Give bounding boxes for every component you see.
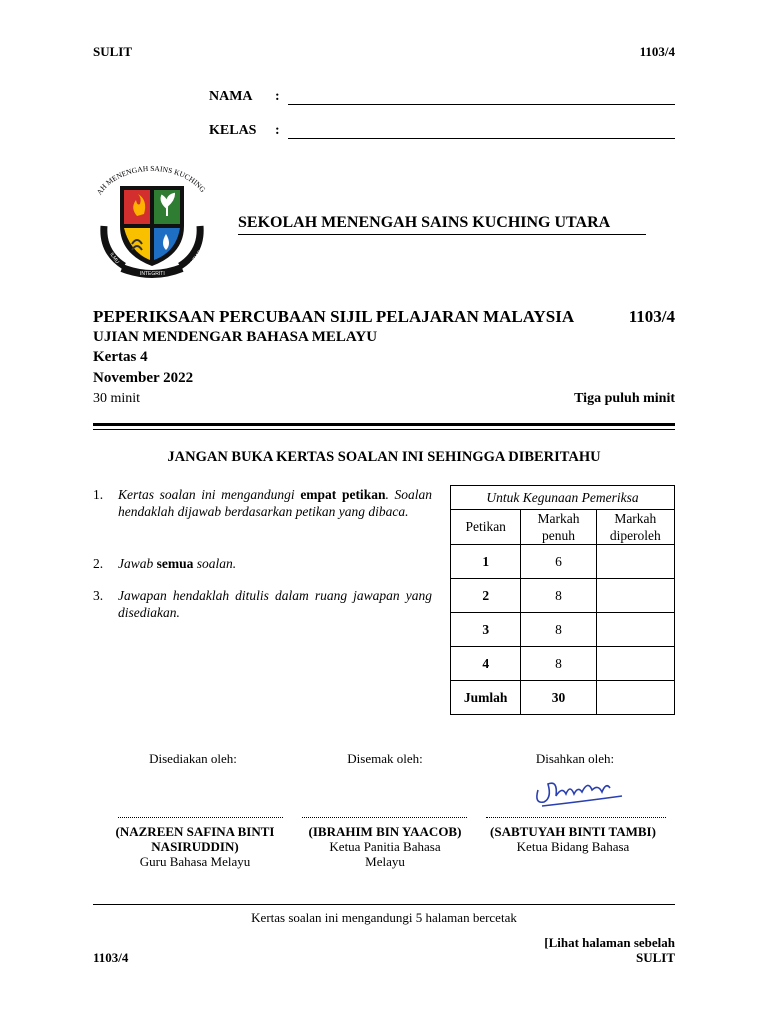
marks-obtained-cell[interactable] xyxy=(596,579,674,613)
marks-obtained-cell[interactable] xyxy=(596,613,674,647)
approved-by-signature-line xyxy=(486,817,666,818)
class-input-line[interactable] xyxy=(288,138,675,139)
header-left: SULIT xyxy=(93,44,133,59)
name-colon: : xyxy=(275,89,280,104)
checked-by-title: Ketua Panitia Bahasa Melayu xyxy=(329,839,441,869)
table-header-markah-diperoleh: Markah diperoleh xyxy=(596,510,674,545)
next-page-note: [Lihat halaman sebelah xyxy=(544,935,675,950)
table-row: 1 6 xyxy=(451,545,675,579)
footer-left: 1103/4 xyxy=(93,950,129,965)
exam-code: 1103/4 xyxy=(628,307,675,326)
exam-date: November 2022 xyxy=(93,370,194,386)
marks-obtained-cell[interactable] xyxy=(596,681,674,715)
school-name-underline xyxy=(238,234,646,235)
crest-arc-text: AH MENENGAH SAINS KUCHING xyxy=(94,163,208,197)
prepared-by-title: Guru Bahasa Melayu xyxy=(139,854,251,869)
footer-right: SULIT xyxy=(635,950,675,965)
exam-subject: UJIAN MENDENGAR BAHASA MELAYU xyxy=(93,329,378,345)
exam-title: PEPERIKSAAN PERCUBAAN SIJIL PELAJARAN MALAYSIA xyxy=(93,307,575,326)
prepared-by-signature-line xyxy=(118,817,283,818)
header-right: 1103/4 xyxy=(639,44,675,59)
class-label: KELAS xyxy=(209,123,257,138)
pages-note: Kertas soalan ini mengandungi 5 halaman bercetak xyxy=(251,910,517,925)
prepared-by-name: (NAZREEN SAFINA BINTI NASIRUDDIN) xyxy=(115,824,275,854)
footer-rule xyxy=(93,904,675,905)
checked-by-label: Disemak oleh: xyxy=(347,751,423,766)
name-label: NAMA xyxy=(209,89,253,104)
examiner-marks-table xyxy=(450,485,675,715)
do-not-open-notice: JANGAN BUKA KERTAS SOALAN INI SEHINGGA DIBERITAHU xyxy=(167,449,601,465)
marks-obtained-cell[interactable] xyxy=(596,545,674,579)
divider-thick xyxy=(93,423,675,426)
school-crest-logo xyxy=(90,156,214,280)
table-row: 3 8 xyxy=(451,613,675,647)
table-caption: Untuk Kegunaan Pemeriksa xyxy=(451,486,675,510)
table-row: Jumlah 30 xyxy=(451,681,675,715)
exam-duration-words: Tiga puluh minit xyxy=(574,391,675,406)
approved-by-title: Ketua Bidang Bahasa xyxy=(516,839,630,854)
crest-ribbon-left: ILMU xyxy=(108,251,121,265)
exam-paper: Kertas 4 xyxy=(93,349,148,365)
crest-ribbon-right: IKTIAS xyxy=(189,249,204,267)
approved-by-label: Disahkan oleh: xyxy=(535,751,615,766)
signature-scribble xyxy=(528,772,628,812)
table-header-petikan: Petikan xyxy=(451,510,521,545)
class-colon: : xyxy=(275,123,280,138)
approved-by-name: (SABTUYAH BINTI TAMBI) xyxy=(490,824,656,839)
school-name: SEKOLAH MENENGAH SAINS KUCHING UTARA xyxy=(238,214,611,231)
table-row: 2 8 xyxy=(451,579,675,613)
marks-obtained-cell[interactable] xyxy=(596,647,674,681)
exam-duration: 30 minit xyxy=(93,391,141,406)
name-input-line[interactable] xyxy=(288,104,675,105)
instruction-2: 2. Jawab semua soalan. xyxy=(93,556,237,571)
instruction-3: 3. Jawapan hendaklah ditulis dalam ruang jawapan yang disediakan. xyxy=(93,588,432,620)
divider-thin xyxy=(93,429,675,430)
checked-by-name: (IBRAHIM BIN YAACOB) xyxy=(308,824,462,839)
table-header-markah-penuh: Markah penuh xyxy=(521,510,596,545)
table-row: 4 8 xyxy=(451,647,675,681)
crest-ribbon-center: INTEGRITI xyxy=(140,271,165,277)
instruction-1: 1. Kertas soalan ini mengandungi empat petikan. Soalan hendaklah dijawab berdasarkan petikan yang dibaca. xyxy=(93,487,432,519)
checked-by-signature-line xyxy=(302,817,467,818)
prepared-by-label: Disediakan oleh: xyxy=(149,751,237,766)
